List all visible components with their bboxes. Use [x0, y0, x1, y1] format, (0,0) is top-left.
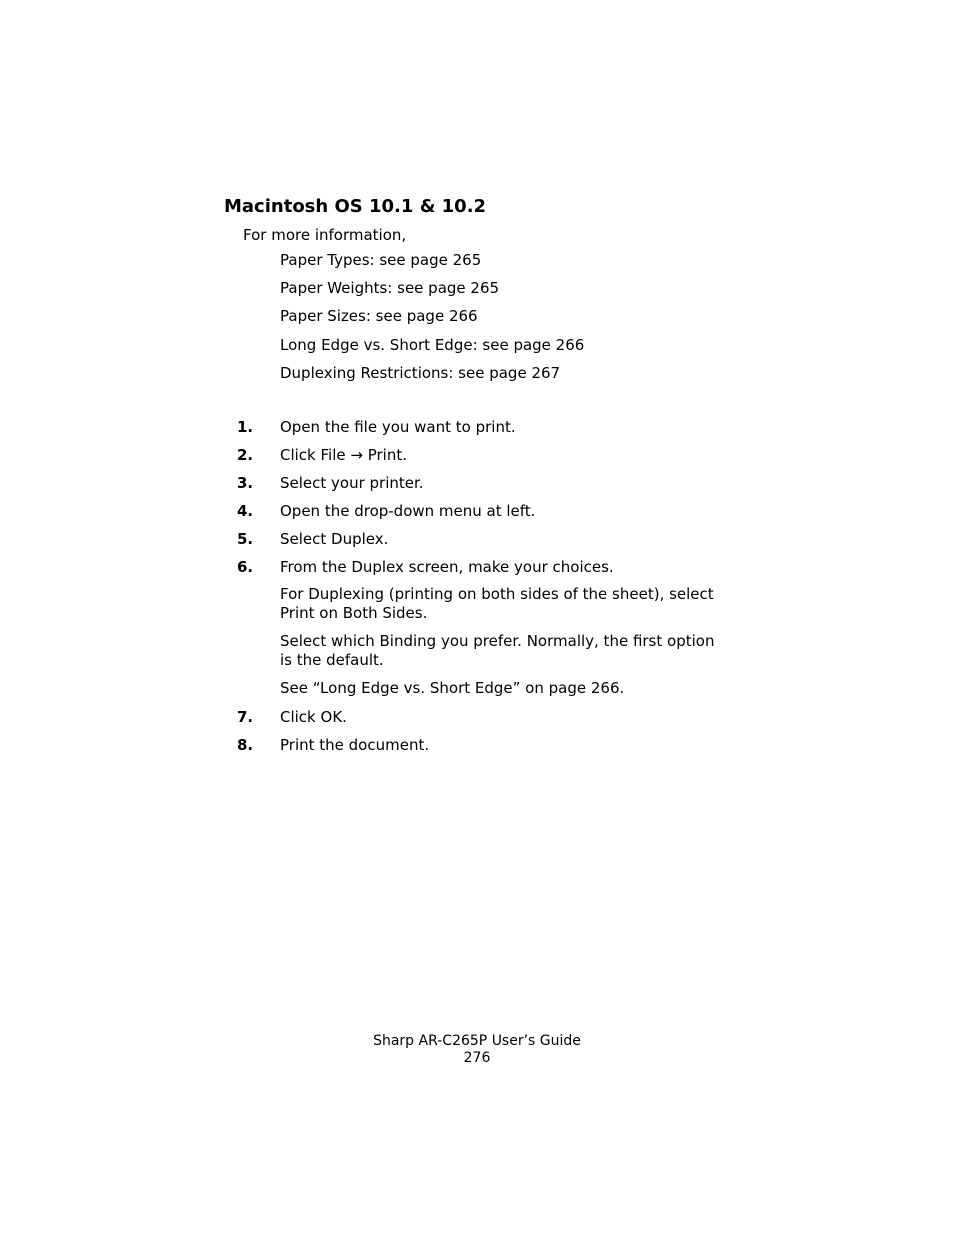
step-item — [237, 445, 737, 465]
step-detail: See “Long Edge vs. Short Edge” on page 266. — [280, 679, 625, 697]
step-list — [237, 417, 737, 763]
step-text: Print the document. — [280, 736, 430, 754]
step-detail: For Duplexing (printing on both sides of the sheet), select Print on Both Sides. — [280, 585, 714, 622]
step-item — [237, 707, 737, 727]
step-text: Click OK. — [280, 708, 347, 726]
reference-paper-weights: Paper Weights: see page 265 — [280, 279, 500, 298]
step-text: Open the file you want to print. — [280, 418, 516, 436]
step-number: 8. — [237, 736, 254, 754]
step-number: 1. — [237, 418, 254, 436]
step-item — [237, 473, 737, 493]
step-text: Open the drop-down menu at left. — [280, 502, 536, 520]
intro-text: For more information, — [243, 226, 407, 244]
step-item — [237, 735, 737, 755]
step-text: Select Duplex. — [280, 530, 389, 548]
footer-guide-title: Sharp AR-C265P User’s Guide — [373, 1033, 581, 1049]
step-item — [237, 417, 737, 437]
step-item — [237, 501, 737, 521]
step-number: 2. — [237, 446, 254, 464]
reference-duplexing-restrictions: Duplexing Restrictions: see page 267 — [280, 363, 561, 382]
reference-long-short-edge: Long Edge vs. Short Edge: see page 266 — [280, 335, 585, 354]
step-text: Select your printer. — [280, 474, 424, 492]
step-number: 3. — [237, 474, 254, 492]
step-number: 7. — [237, 708, 254, 726]
step-number: 4. — [237, 502, 254, 520]
step-item — [237, 529, 737, 549]
footer-page-number: 276 — [463, 1050, 491, 1066]
step-number: 6. — [237, 558, 254, 576]
reference-paper-types: Paper Types: see page 265 — [280, 251, 482, 269]
step-detail: Select which Binding you prefer. Normally, the first option is the default. — [280, 632, 715, 669]
step-item — [237, 557, 737, 577]
reference-list — [280, 250, 584, 391]
step-text: From the Duplex screen, make your choices. — [280, 558, 614, 576]
section-heading: Macintosh OS 10.1 & 10.2 — [224, 196, 487, 217]
step-text: Click File → Print. — [280, 446, 407, 464]
step-number: 5. — [237, 530, 254, 548]
reference-paper-sizes: Paper Sizes: see page 266 — [280, 307, 478, 326]
